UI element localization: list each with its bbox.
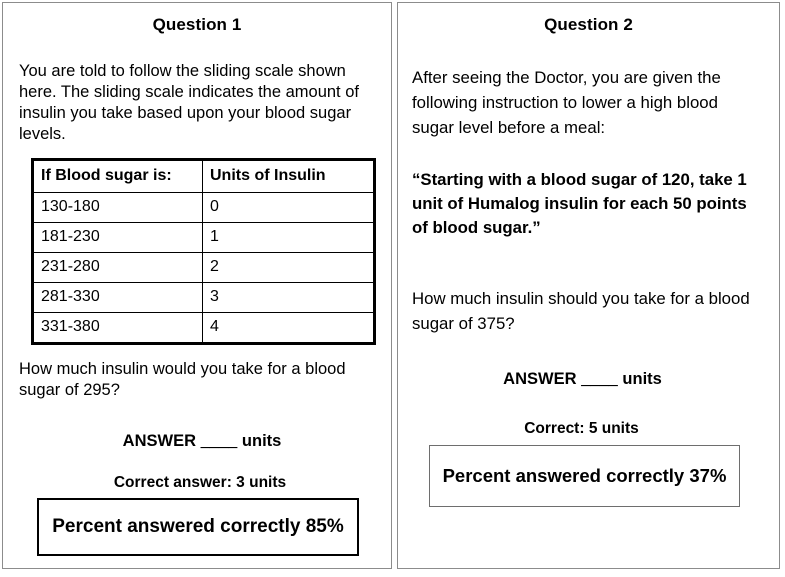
table-row — [33, 313, 375, 344]
question-1-percent-text: Percent answered correctly 85% — [52, 516, 344, 537]
question-2-prompt: How much insulin should you take for a blood sugar of 375? — [412, 289, 750, 333]
question-1-answer-line — [3, 432, 391, 451]
question-2-percent-text: Percent answered correctly 37% — [442, 465, 727, 486]
answer-label: ANSWER — [503, 370, 577, 388]
question-2-instruction-quote: “Starting with a blood sugar of 120, take 1 unit of Humalog insulin for each 50 points of blood sugar.” — [412, 170, 747, 237]
sliding-scale-table-wrapper — [31, 158, 373, 345]
answer-label: ANSWER — [122, 432, 196, 450]
table-header-units: Units of Insulin — [203, 160, 375, 193]
question-2-lead-text: After seeing the Doctor, you are given the following instruction to lower a high blood sugar level before a meal: — [412, 68, 721, 137]
question-1-content — [3, 15, 391, 569]
answer-blank: ____ — [200, 432, 238, 450]
question-1-panel — [2, 2, 392, 569]
question-2-percent-box — [429, 445, 740, 507]
table-cell-range: 281-330 — [33, 283, 203, 313]
question-2-title: Question 2 — [544, 15, 633, 34]
answer-blank: ____ — [581, 370, 618, 388]
table-cell-range: 331-380 — [33, 313, 203, 344]
table-cell-units: 4 — [203, 313, 375, 344]
table-cell-range: 181-230 — [33, 223, 203, 253]
question-1-title: Question 1 — [152, 15, 242, 34]
table-row — [33, 223, 375, 253]
question-2-content — [398, 15, 779, 569]
table-header-row — [33, 160, 375, 193]
table-cell-units: 0 — [203, 193, 375, 223]
question-1-prompt: How much insulin would you take for a blood sugar of 295? — [19, 360, 346, 399]
table-row — [33, 253, 375, 283]
sliding-scale-table — [31, 158, 376, 345]
table-cell-range: 231-280 — [33, 253, 203, 283]
table-cell-range: 130-180 — [33, 193, 203, 223]
table-cell-units: 2 — [203, 253, 375, 283]
table-row — [33, 283, 375, 313]
answer-units-label: units — [241, 432, 282, 450]
table-row — [33, 193, 375, 223]
question-1-correct-answer: Correct answer: 3 units — [113, 474, 287, 491]
question-2-panel — [397, 2, 780, 569]
table-cell-units: 1 — [203, 223, 375, 253]
question-2-answer-line — [398, 370, 779, 389]
question-1-lead-text: You are told to follow the sliding scale shown here. The sliding scale indicates the amount of insulin you take based upon your blood sugar levels. — [19, 62, 359, 143]
table-header-blood-sugar: If Blood sugar is: — [33, 160, 203, 193]
question-2-correct-answer: Correct: 5 units — [524, 420, 639, 437]
table-cell-units: 3 — [203, 283, 375, 313]
question-1-percent-box — [37, 498, 359, 556]
answer-units-label: units — [622, 370, 662, 388]
